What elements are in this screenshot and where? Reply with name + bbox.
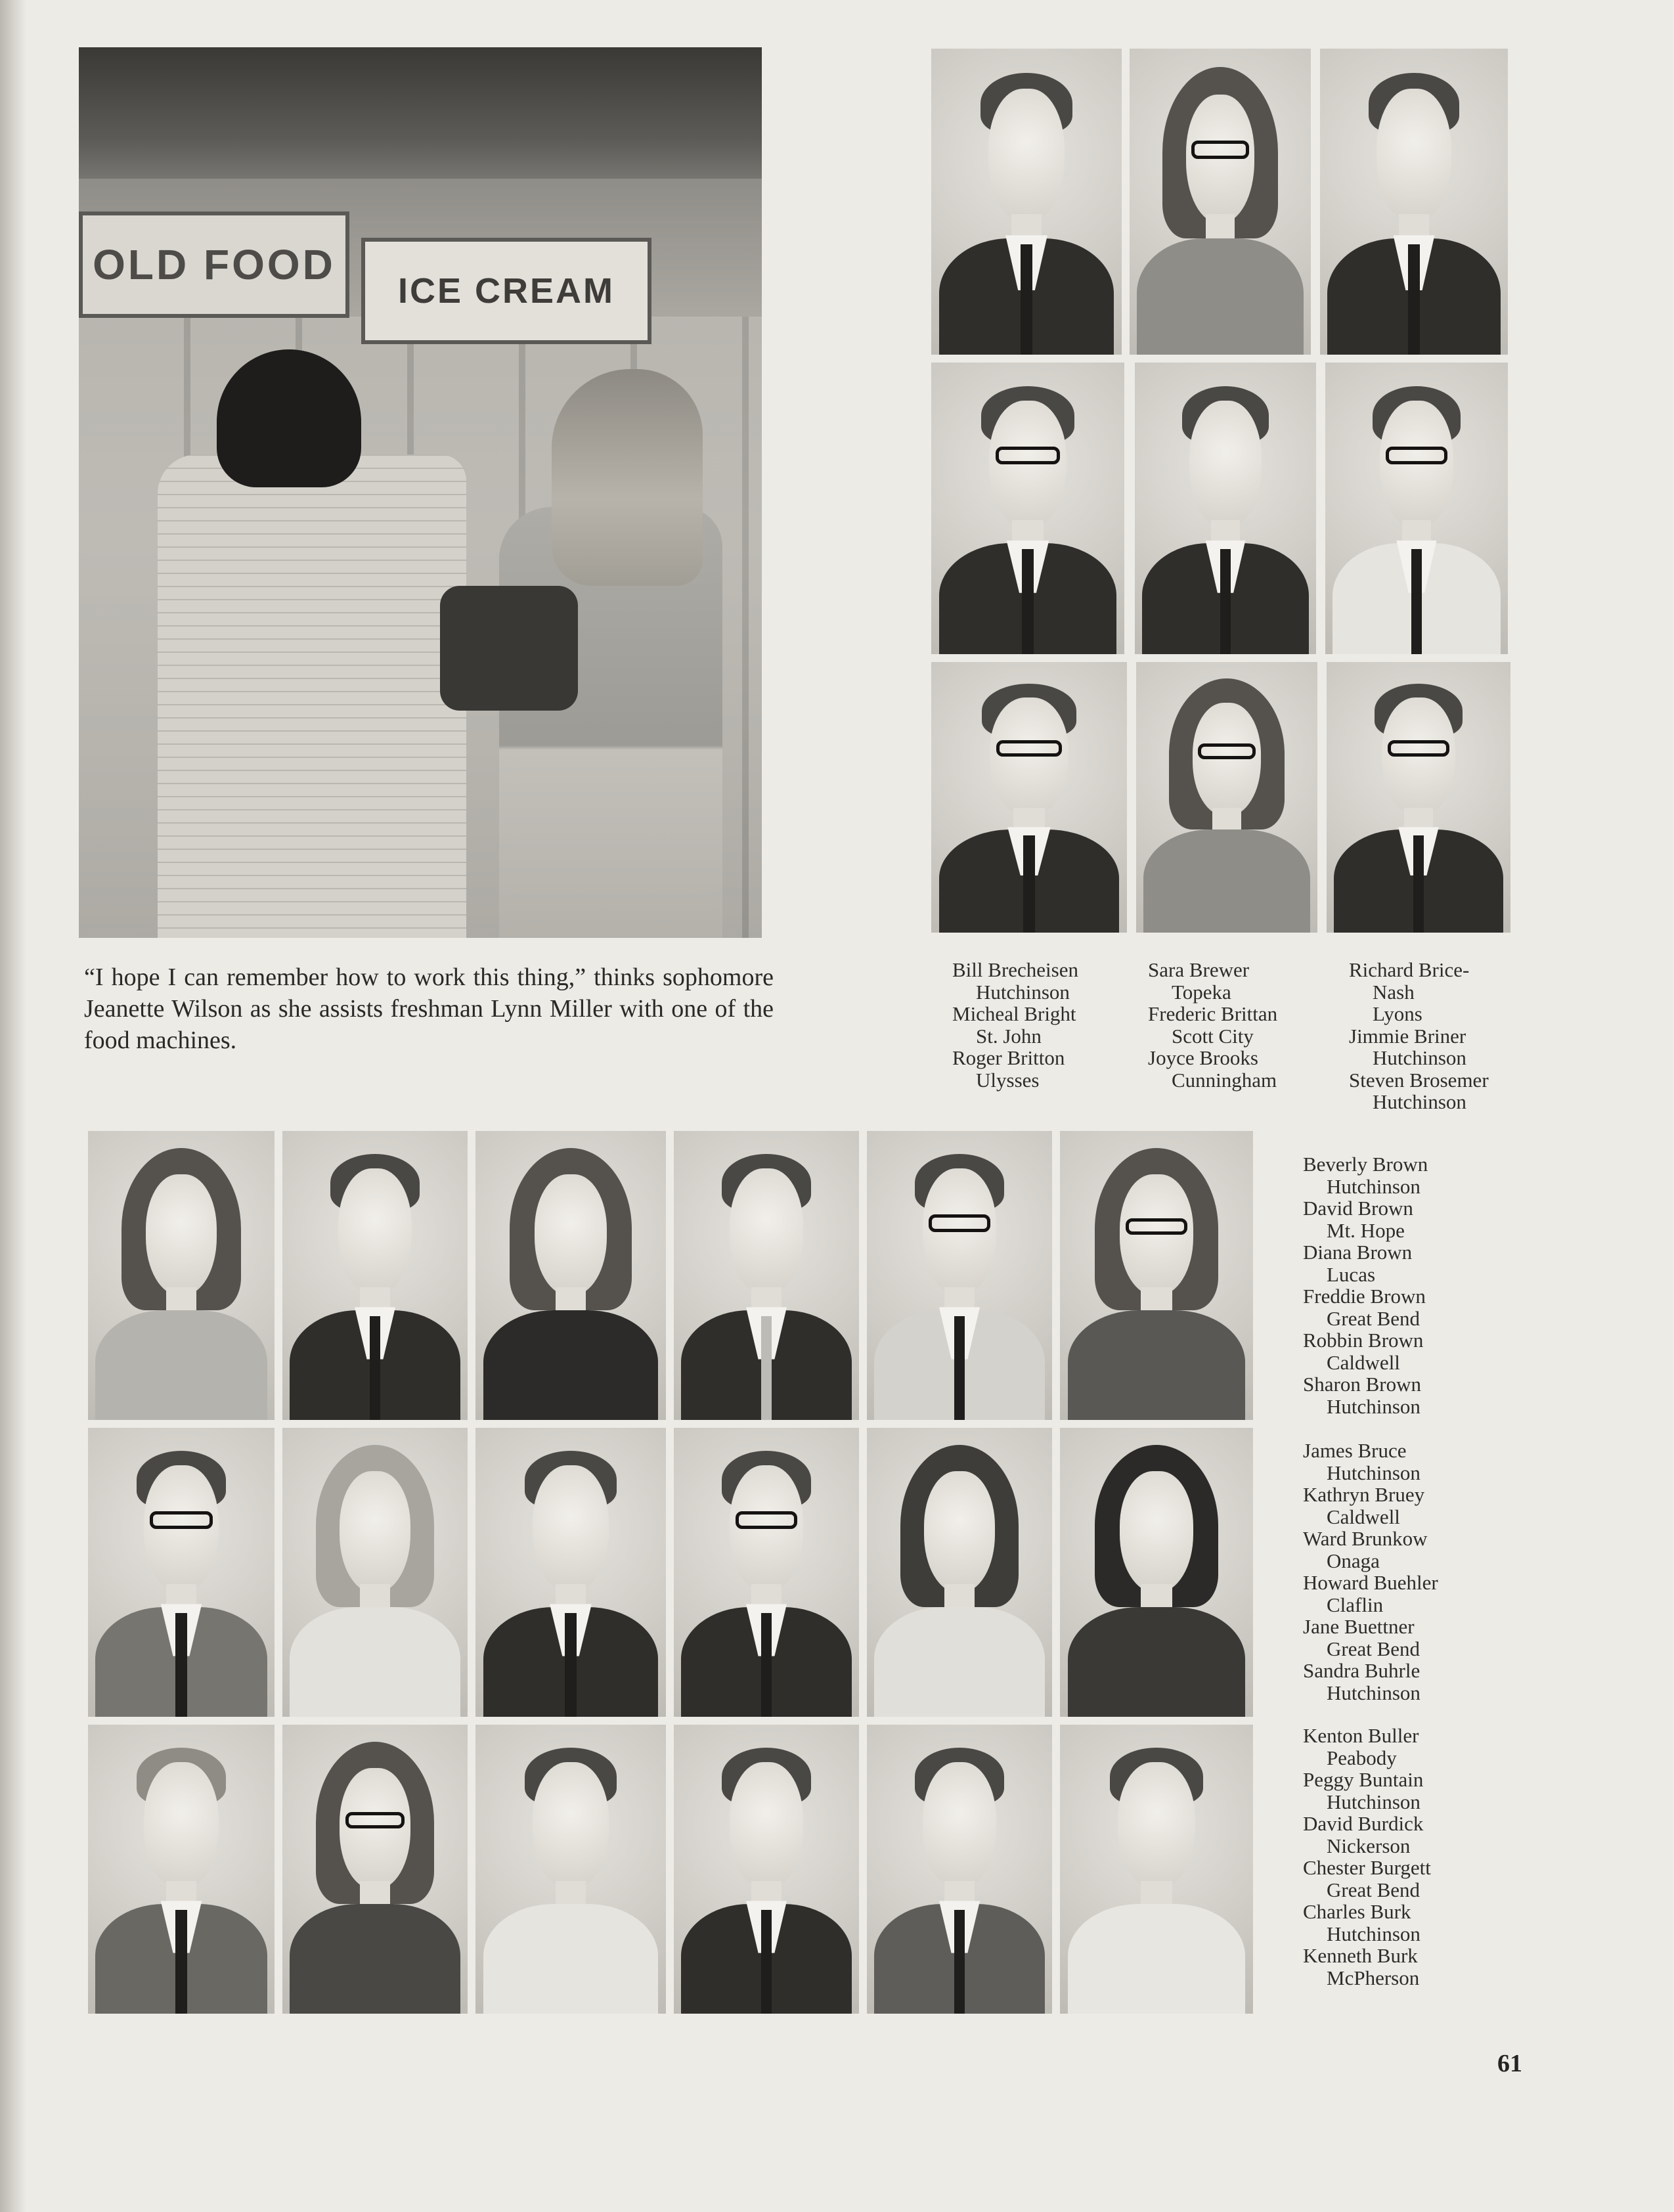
student-town: Nickerson xyxy=(1327,1834,1411,1857)
student-town: Ulysses xyxy=(976,1068,1040,1092)
portrait xyxy=(282,1131,468,1420)
portrait xyxy=(1325,363,1508,654)
student-town: Hutchinson xyxy=(976,980,1070,1004)
portrait xyxy=(1060,1428,1253,1717)
ice-cream-sign: ICE CREAM xyxy=(361,238,651,344)
portrait xyxy=(931,49,1122,355)
portrait xyxy=(1060,1131,1253,1420)
portrait xyxy=(1320,49,1508,355)
student-town: Peabody xyxy=(1327,1746,1397,1769)
portrait xyxy=(867,1428,1052,1717)
bottom-names-row-2 xyxy=(1303,1440,1438,1704)
student-name: Sara Brewer xyxy=(1148,958,1250,981)
student-town: Nash xyxy=(1373,980,1415,1004)
student-town: Cunningham xyxy=(1172,1068,1277,1092)
student-town: Claflin xyxy=(1327,1593,1384,1616)
student-town: Hutchinson xyxy=(1327,1461,1421,1484)
portrait xyxy=(282,1428,468,1717)
bottom-names-row-3 xyxy=(1303,1725,1431,1989)
portrait xyxy=(282,1725,468,2014)
student-town: St. John xyxy=(976,1024,1042,1048)
handbag xyxy=(440,586,578,711)
student-name: Bill Brecheisen xyxy=(952,958,1078,981)
student-town: Great Bend xyxy=(1327,1637,1421,1660)
portrait xyxy=(1130,49,1311,355)
student-town: Hutchinson xyxy=(1327,1922,1421,1945)
student-town: Mt. Hope xyxy=(1327,1218,1405,1242)
student-town: Scott City xyxy=(1172,1024,1254,1048)
student-head-left xyxy=(217,349,361,487)
portrait xyxy=(475,1131,666,1420)
portrait xyxy=(674,1131,859,1420)
student-name: Joyce Brooks xyxy=(1148,1046,1258,1069)
student-town: Great Bend xyxy=(1327,1306,1421,1330)
student-town: Hutchinson xyxy=(1327,1394,1421,1418)
student-name: Kathryn Bruey xyxy=(1303,1483,1425,1506)
student-town: Hutchinson xyxy=(1327,1174,1421,1198)
student-name: Diana Brown xyxy=(1303,1241,1413,1264)
student-name: Ward Brunkow xyxy=(1303,1527,1428,1550)
portrait xyxy=(1327,662,1510,933)
student-name: Charles Burk xyxy=(1303,1900,1411,1923)
top-names-column-2 xyxy=(1148,959,1277,1091)
student-name: Beverly Brown xyxy=(1303,1153,1428,1176)
portrait xyxy=(1060,1725,1253,2014)
top-names-column-3 xyxy=(1349,959,1489,1113)
student-name: Robbin Brown xyxy=(1303,1329,1424,1352)
portrait xyxy=(1136,662,1317,933)
portrait xyxy=(475,1428,666,1717)
student-name: Frederic Brittan xyxy=(1148,1002,1278,1025)
portrait xyxy=(1135,363,1316,654)
student-name: Steven Brosemer xyxy=(1349,1068,1489,1092)
student-town: Hutchinson xyxy=(1327,1681,1421,1704)
portrait xyxy=(867,1131,1052,1420)
student-head-right xyxy=(552,369,703,586)
student-town: McPherson xyxy=(1327,1966,1420,1989)
portrait xyxy=(674,1725,859,2014)
photo-caption: “I hope I can remember how to work this thing,” thinks sophomore Jeanette Wilson as she assists freshman Lynn Miller with one of the food machines. xyxy=(84,963,774,1054)
student-name: David Burdick xyxy=(1303,1812,1424,1835)
bottom-names-row-1 xyxy=(1303,1153,1428,1417)
student-town: Caldwell xyxy=(1327,1505,1400,1528)
student-town: Hutchinson xyxy=(1373,1090,1466,1113)
student-name: Kenneth Burk xyxy=(1303,1944,1418,1967)
student-name: Sharon Brown xyxy=(1303,1373,1421,1396)
portrait xyxy=(88,1725,275,2014)
student-name: David Brown xyxy=(1303,1197,1413,1220)
student-figure-left xyxy=(158,454,466,938)
page-binding-shadow xyxy=(0,0,26,2212)
student-town: Topeka xyxy=(1172,980,1231,1004)
student-town: Great Bend xyxy=(1327,1878,1421,1901)
portrait xyxy=(867,1725,1052,2014)
student-name: Richard Brice- xyxy=(1349,958,1470,981)
top-names-column-1 xyxy=(952,959,1078,1091)
portrait xyxy=(475,1725,666,2014)
student-name: Jane Buettner xyxy=(1303,1615,1415,1638)
student-name: Kenton Buller xyxy=(1303,1724,1419,1747)
portrait xyxy=(931,662,1127,933)
student-name: James Bruce xyxy=(1303,1439,1407,1462)
student-name: Freddie Brown xyxy=(1303,1285,1426,1308)
student-name: Peggy Buntain xyxy=(1303,1768,1424,1791)
portrait xyxy=(674,1428,859,1717)
student-town: Hutchinson xyxy=(1373,1046,1466,1069)
student-town: Caldwell xyxy=(1327,1350,1400,1374)
student-town: Lyons xyxy=(1373,1002,1422,1025)
student-town: Lucas xyxy=(1327,1262,1376,1286)
page-number: 61 xyxy=(1497,2050,1522,2077)
portrait xyxy=(88,1428,275,1717)
student-name: Micheal Bright xyxy=(952,1002,1076,1025)
candid-photo-food-machines xyxy=(79,47,762,938)
student-name: Chester Burgett xyxy=(1303,1856,1431,1879)
portrait xyxy=(931,363,1124,654)
cold-food-sign: OLD FOOD xyxy=(79,211,349,318)
portrait xyxy=(88,1131,275,1420)
student-name: Jimmie Briner xyxy=(1349,1024,1466,1048)
student-town: Hutchinson xyxy=(1327,1790,1421,1813)
photo-ceiling xyxy=(79,47,762,179)
student-name: Sandra Buhrle xyxy=(1303,1659,1421,1682)
student-name: Howard Buehler xyxy=(1303,1571,1438,1594)
student-town: Onaga xyxy=(1327,1549,1380,1572)
student-name: Roger Britton xyxy=(952,1046,1065,1069)
